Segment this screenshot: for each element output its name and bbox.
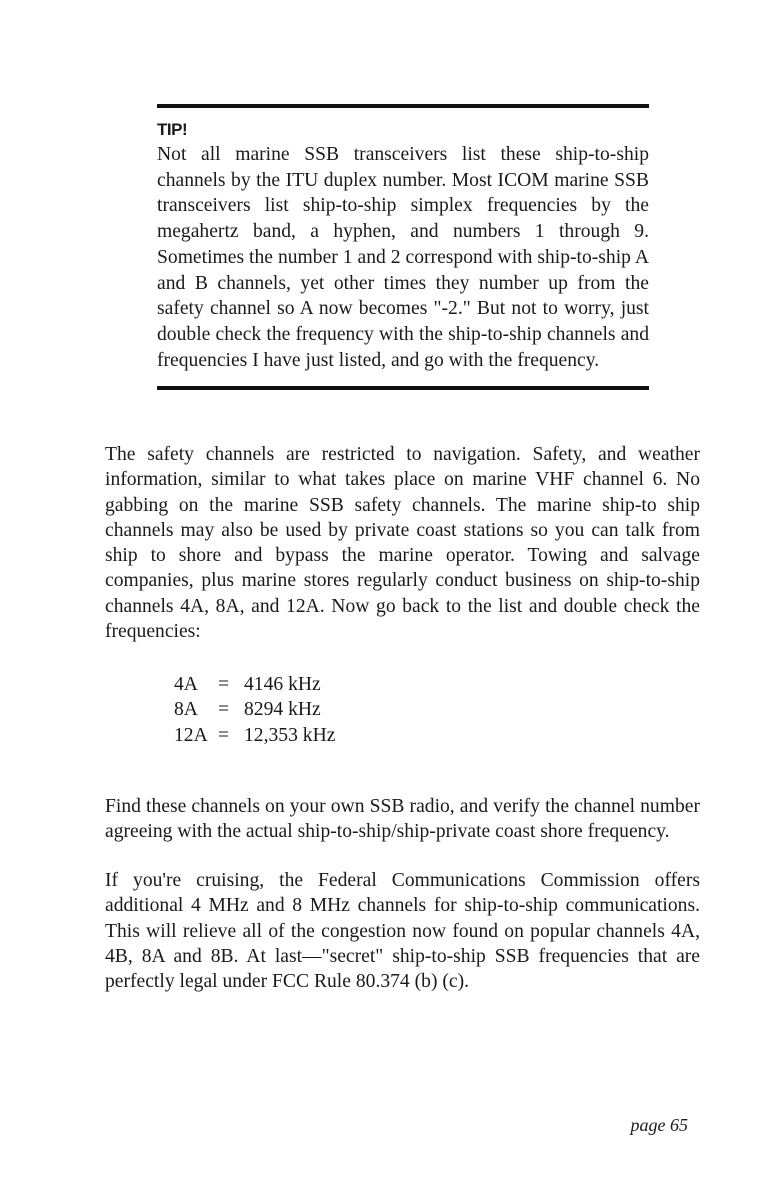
paragraph-cruising: If you're cruising, the Federal Communications Commission offers additional 4 MHz and 8 MHz channels for ship-to-ship communications. This will relieve all of the congestion now found on popular channels 4A, 4B, 8A and 8B. At last—"secret" ship-to-ship SSB frequencies that are perfectly legal under FCC Rule 80.374 (b) (c). (105, 870, 700, 993)
frequency-channel: 4A (174, 674, 198, 695)
frequency-list (174, 672, 335, 748)
page-number: page 65 (630, 1115, 688, 1135)
frequency-value: 12,353 kHz (244, 724, 336, 746)
frequency-value: 8294 kHz (244, 699, 321, 721)
tip-top-rule (157, 104, 649, 108)
frequency-equals: = (218, 674, 230, 695)
frequency-row (174, 672, 335, 697)
frequency-row (174, 723, 335, 748)
paragraph-safety-channels: The safety channels are restricted to navigation. Safety, and weather information, similar to what takes place on marine VHF channel 6. No gabbing on the marine SSB safety channels. The marine ship-to ship channels may also be used by private coast stations so you can talk from ship to shore and bypass the marine operator. Towing and salvage companies, plus marine stores regularly conduct business on ship-to-ship channels 4A, 8A, and 12A. Now go back to the list and double check the frequencies: (105, 444, 700, 643)
frequency-value: 4146 kHz (244, 674, 321, 695)
tip-text: Not all marine SSB transceivers list these ship-to-ship channels by the ITU duplex number. Most ICOM marine SSB transceivers list ship-to-ship simplex frequencies by the megahertz band, a hyphen, and numbers 1 through 9. Sometimes the number 1 and 2 correspond with ship-to-ship A and B channels, yet other times they number up from the safety channel so A now becomes "-2." But not to worry, just double check the frequency with the ship-to-ship channels and frequencies I have just listed, and go with the frequency. (157, 144, 649, 371)
tip-bottom-rule (157, 386, 649, 390)
tip-box (157, 104, 649, 390)
frequency-channel: 12A (174, 724, 208, 746)
tip-heading: TIP! (157, 120, 188, 139)
frequency-equals: = (218, 699, 230, 721)
frequency-row (174, 697, 335, 722)
paragraph-find-channels: Find these channels on your own SSB radio, and verify the channel number agreeing with the actual ship-to-ship/ship-private coast shore frequency. (105, 796, 700, 843)
frequency-equals: = (218, 724, 230, 746)
frequency-channel: 8A (174, 699, 198, 721)
